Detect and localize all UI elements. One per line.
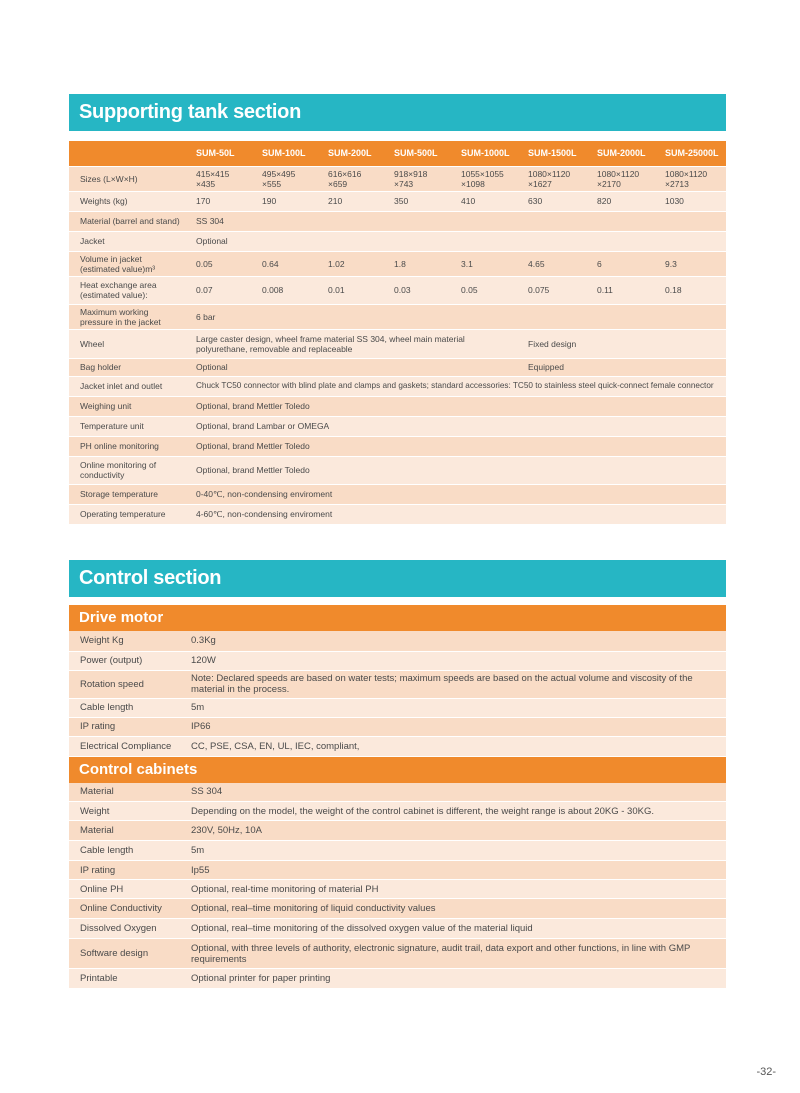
cell: 0.075	[523, 276, 592, 304]
table-row	[69, 329, 726, 358]
table-row	[69, 631, 726, 651]
cell: 350	[389, 191, 456, 211]
control-cabinets-title: Control cabinets	[69, 757, 726, 783]
row-label: Temperature unit	[69, 416, 191, 436]
cell: 210	[323, 191, 389, 211]
model-header: SUM-200L	[323, 141, 389, 166]
cell: 190	[257, 191, 323, 211]
cell: Fixed design	[523, 329, 726, 358]
cell: 6 bar	[191, 304, 726, 329]
cell: 630	[523, 191, 592, 211]
cell: 0.05	[191, 251, 257, 276]
row-label: Storage temperature	[69, 484, 191, 504]
model-header: SUM-2000L	[592, 141, 660, 166]
cell: 9.3	[660, 251, 726, 276]
supporting-tank-table	[69, 141, 726, 525]
table-row	[69, 304, 726, 329]
table-row	[69, 969, 726, 989]
drive-motor-table	[69, 631, 726, 757]
row-label: Material (barrel and stand)	[69, 211, 191, 231]
cell: IP66	[186, 717, 726, 736]
table-row	[69, 919, 726, 939]
row-label: Weight Kg	[69, 631, 186, 651]
cell: 0.18	[660, 276, 726, 304]
cell: Optional, real-time monitoring of material PH	[186, 880, 726, 899]
table-row	[69, 484, 726, 504]
row-label: Sizes (L×W×H)	[69, 166, 191, 191]
table-row	[69, 717, 726, 736]
model-header: SUM-1000L	[456, 141, 523, 166]
cell: 170	[191, 191, 257, 211]
table-row	[69, 939, 726, 969]
table-row	[69, 358, 726, 376]
table-row	[69, 276, 726, 304]
row-label: Cable length	[69, 698, 186, 717]
model-header: SUM-1500L	[523, 141, 592, 166]
cell: 4-60℃, non-condensing enviroment	[191, 504, 726, 524]
table-row	[69, 191, 726, 211]
row-label: Material	[69, 821, 186, 841]
drive-motor-title: Drive motor	[69, 605, 726, 631]
table-row	[69, 783, 726, 802]
cell: Large caster design, wheel frame material SS 304, wheel main material polyurethane, removable and replaceable	[191, 329, 523, 358]
row-label: Online monitoring of conductivity	[69, 456, 191, 484]
cell: 0.008	[257, 276, 323, 304]
cell: 820	[592, 191, 660, 211]
table-row	[69, 670, 726, 698]
table-header-row	[69, 141, 726, 166]
control-cabinets-table	[69, 783, 726, 990]
table-row	[69, 802, 726, 821]
cell: SS 304	[186, 783, 726, 802]
row-label: Online Conductivity	[69, 899, 186, 919]
table-row	[69, 504, 726, 524]
cell: 0.3Kg	[186, 631, 726, 651]
table-row	[69, 651, 726, 670]
table-row	[69, 416, 726, 436]
cell: 415×415 ×435	[191, 166, 257, 191]
model-header: SUM-500L	[389, 141, 456, 166]
cell: 0.01	[323, 276, 389, 304]
row-label: Material	[69, 783, 186, 802]
table-row	[69, 396, 726, 416]
cell: 0.05	[456, 276, 523, 304]
row-label: Cable length	[69, 841, 186, 861]
row-label: Volume in jacket (estimated value)m³	[69, 251, 191, 276]
model-header: SUM-50L	[191, 141, 257, 166]
row-label: Jacket	[69, 231, 191, 251]
cell: Optional, brand Mettler Toledo	[191, 456, 726, 484]
row-label: Online PH	[69, 880, 186, 899]
cell: Equipped	[523, 358, 726, 376]
cell: 120W	[186, 651, 726, 670]
cell: Ip55	[186, 861, 726, 880]
row-label: IP rating	[69, 717, 186, 736]
cell: 0.07	[191, 276, 257, 304]
cell: Optional	[191, 358, 523, 376]
model-header: SUM-100L	[257, 141, 323, 166]
cell: 6	[592, 251, 660, 276]
row-label: Software design	[69, 939, 186, 969]
cell: SS 304	[191, 211, 726, 231]
table-row	[69, 231, 726, 251]
row-label: Wheel	[69, 329, 191, 358]
row-label: Electrical Compliance	[69, 736, 186, 756]
page-number: -32-	[756, 1066, 776, 1078]
cell: 616×616 ×659	[323, 166, 389, 191]
cell: 3.1	[456, 251, 523, 276]
row-label: Printable	[69, 969, 186, 989]
cell: 0.64	[257, 251, 323, 276]
cell: 1.02	[323, 251, 389, 276]
cell: 1055×1055 ×1098	[456, 166, 523, 191]
cell: Optional, real–time monitoring of the dissolved oxygen value of the material liquid	[186, 919, 726, 939]
cell: 5m	[186, 841, 726, 861]
cell: 1080×1120 ×1627	[523, 166, 592, 191]
row-label: Heat exchange area (estimated value):	[69, 276, 191, 304]
cell: 0.03	[389, 276, 456, 304]
row-label: Jacket inlet and outlet	[69, 376, 191, 396]
row-label: IP rating	[69, 861, 186, 880]
cell: 918×918 ×743	[389, 166, 456, 191]
cell: Optional, brand Mettler Toledo	[191, 396, 726, 416]
row-label: Rotation speed	[69, 670, 186, 698]
supporting-tank-section-title: Supporting tank section	[69, 94, 726, 131]
table-row	[69, 211, 726, 231]
header-blank	[69, 141, 191, 166]
row-label: Weighing unit	[69, 396, 191, 416]
table-row	[69, 841, 726, 861]
cell: 0-40℃, non-condensing enviroment	[191, 484, 726, 504]
cell: Optional, brand Mettler Toledo	[191, 436, 726, 456]
row-label: Weights (kg)	[69, 191, 191, 211]
table-row	[69, 251, 726, 276]
cell: Optional	[191, 231, 726, 251]
cell: Optional printer for paper printing	[186, 969, 726, 989]
row-label: Power (output)	[69, 651, 186, 670]
cell: Depending on the model, the weight of the control cabinet is different, the weight range is about 20KG - 30KG.	[186, 802, 726, 821]
cell: 1080×1120 ×2713	[660, 166, 726, 191]
row-label: Maximum working pressure in the jacket	[69, 304, 191, 329]
cell: Note: Declared speeds are based on water tests; maximum speeds are based on the actual volume and viscosity of the material in the process.	[186, 670, 726, 698]
table-row	[69, 456, 726, 484]
cell: 495×495 ×555	[257, 166, 323, 191]
table-row	[69, 376, 726, 396]
table-row	[69, 436, 726, 456]
table-row	[69, 899, 726, 919]
table-row	[69, 861, 726, 880]
cell: Optional, real–time monitoring of liquid conductivity values	[186, 899, 726, 919]
cell: 410	[456, 191, 523, 211]
cell: 1030	[660, 191, 726, 211]
model-header: SUM-25000L	[660, 141, 726, 166]
cell: Optional, brand Lambar or OMEGA	[191, 416, 726, 436]
row-label: Dissolved Oxygen	[69, 919, 186, 939]
cell: 1080×1120 ×2170	[592, 166, 660, 191]
row-label: PH online monitoring	[69, 436, 191, 456]
cell: Chuck TC50 connector with blind plate and clamps and gaskets; standard accessories: TC50 to stainless steel quick-connect female connector	[191, 376, 726, 396]
cell: 5m	[186, 698, 726, 717]
control-section-title: Control section	[69, 560, 726, 597]
row-label: Operating temperature	[69, 504, 191, 524]
cell: 4.65	[523, 251, 592, 276]
row-label: Bag holder	[69, 358, 191, 376]
cell: 0.11	[592, 276, 660, 304]
table-row	[69, 821, 726, 841]
cell: 230V, 50Hz, 10A	[186, 821, 726, 841]
cell: CC, PSE, CSA, EN, UL, IEC, compliant,	[186, 736, 726, 756]
table-row	[69, 698, 726, 717]
row-label: Weight	[69, 802, 186, 821]
cell: 1.8	[389, 251, 456, 276]
table-row	[69, 880, 726, 899]
table-row	[69, 166, 726, 191]
cell: Optional, with three levels of authority, electronic signature, audit trail, data export and other functions, in line with GMP requirements	[186, 939, 726, 969]
table-row	[69, 736, 726, 756]
drive-motor-section	[69, 605, 726, 989]
